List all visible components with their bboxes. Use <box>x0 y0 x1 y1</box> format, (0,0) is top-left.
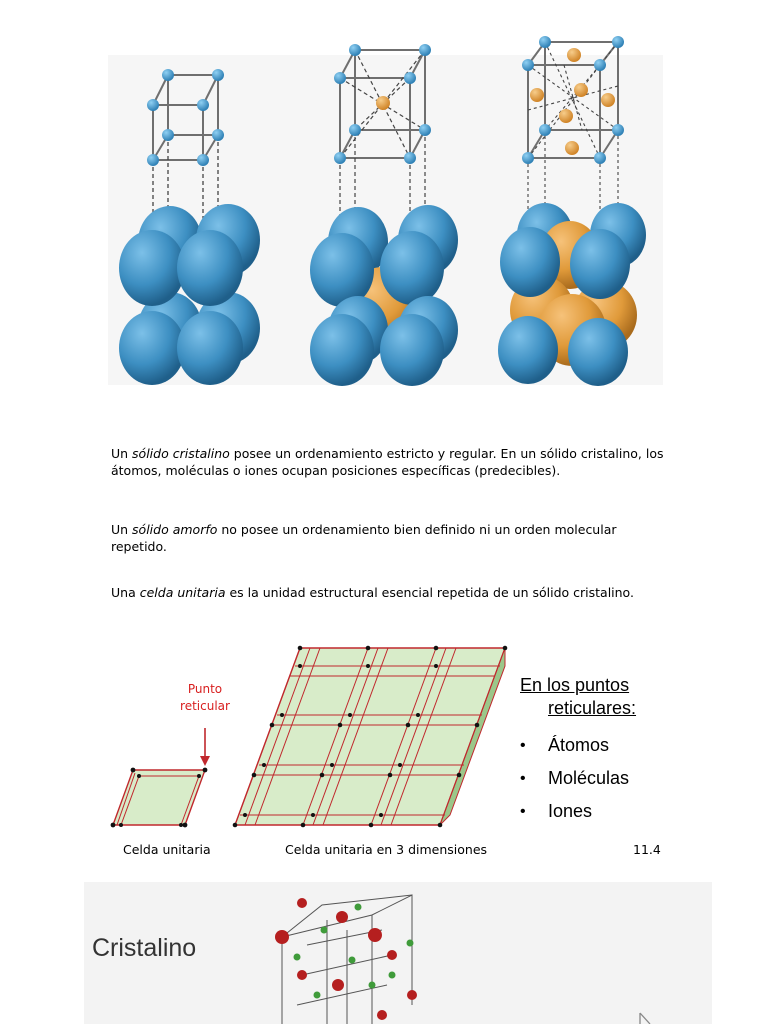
caption-unit-cell: Celda unitaria <box>123 842 211 857</box>
cubic-cells-figure <box>100 30 670 395</box>
arrow-down-icon <box>200 728 210 766</box>
lattice-point-label: Punto reticular <box>180 682 230 713</box>
page-number: 11.4 <box>633 842 661 857</box>
caption-3d-unit-cell: Celda unitaria en 3 dimensiones <box>285 842 488 857</box>
lattice-figure <box>105 640 515 835</box>
ionic-crystal-model <box>262 885 432 1024</box>
unit-cell-2d <box>111 768 208 828</box>
crystalline-definition: Un sólido cristalino posee un ordenamiento estricto y regular. En un sólido cristalino, los átomos, moléculas o iones ocupan posiciones específicas (predecibles). <box>111 446 664 478</box>
list-heading-line2: reticulares: <box>548 698 637 718</box>
lattice-points-list <box>520 674 636 828</box>
unit-cell-definition: Una celda unitaria es la unidad estructural esencial repetida de un sólido cristalino. <box>111 585 634 600</box>
list-item: • Moléculas <box>520 762 636 795</box>
amorphous-definition: Un sólido amorfo no posee un ordenamiento bien definido ni un orden molecular repetido. <box>111 522 617 554</box>
crystalline-label: Cristalino <box>92 934 197 962</box>
cursor-icon <box>638 1012 658 1024</box>
list-heading-line1: En los puntos <box>520 675 630 695</box>
fcc-packing <box>498 203 646 386</box>
bcc-center-atom <box>376 96 390 110</box>
list-item: • Iones <box>520 795 636 828</box>
unit-cell-3d-lattice <box>233 646 508 828</box>
simple-cubic-packing <box>119 204 260 385</box>
list-item: • Átomos <box>520 729 636 762</box>
